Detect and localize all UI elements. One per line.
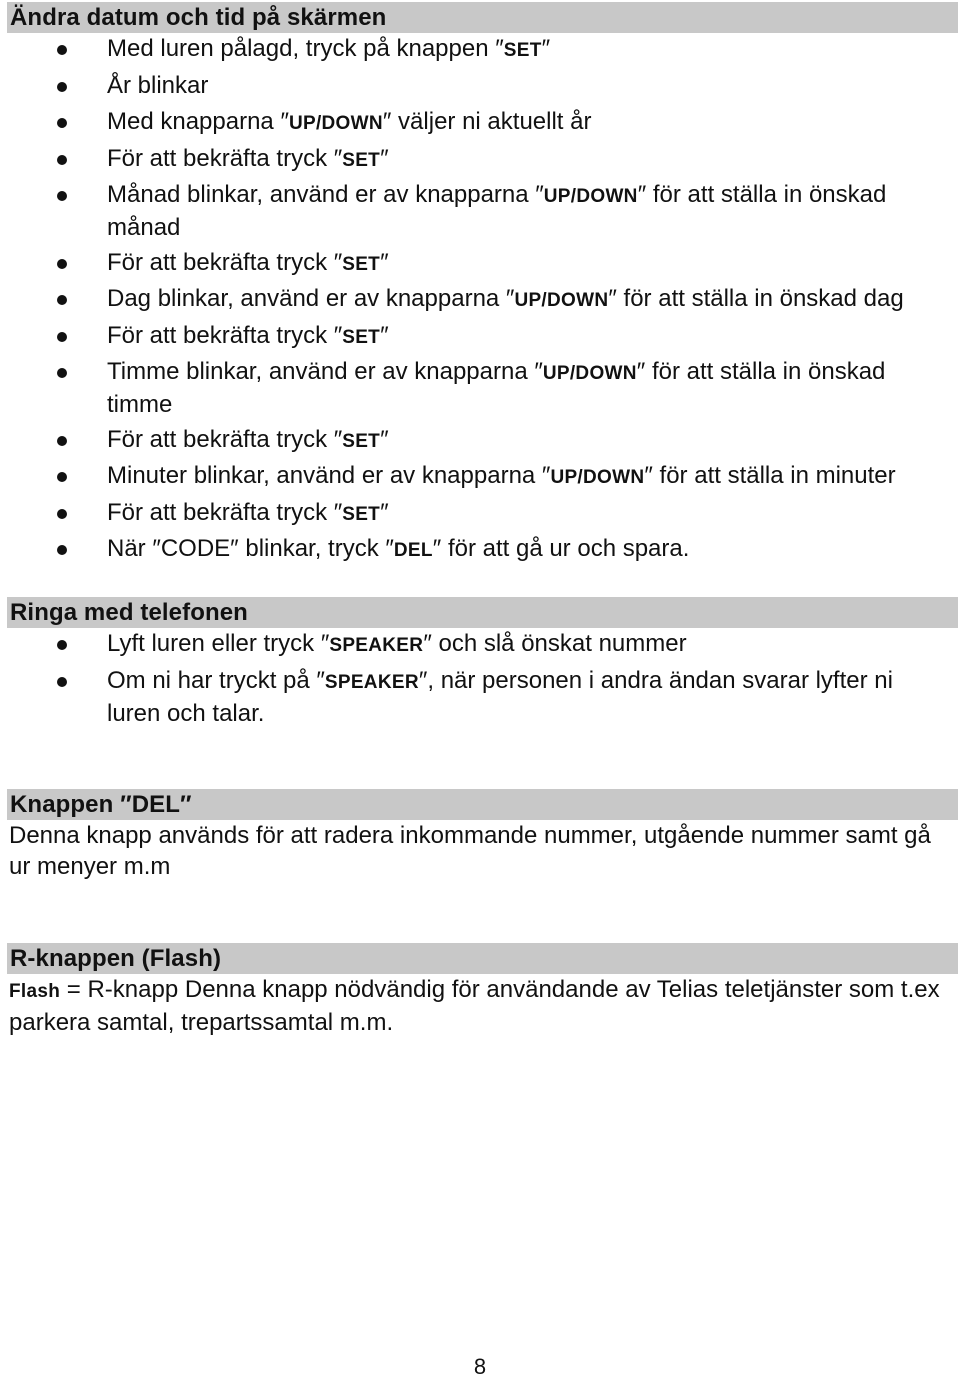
bullet-icon bbox=[57, 259, 67, 269]
list-item: För att bekräfta tryck ″SET″ bbox=[0, 143, 960, 176]
section-text: Denna knapp används för att radera inkommande nummer, utgående nummer samt gå ur menyer m.m bbox=[9, 822, 931, 880]
bullet-icon bbox=[57, 82, 67, 92]
section-ringa bbox=[0, 597, 960, 732]
list-item: Dag blinkar, använd er av knapparna ″UP/DOWN″ för att ställa in önskad dag bbox=[0, 283, 960, 316]
instruction-list bbox=[0, 628, 960, 729]
page-number: 8 bbox=[473, 1354, 487, 1379]
bullet-icon bbox=[57, 472, 67, 482]
list-item: För att bekräfta tryck ″SET″ bbox=[0, 320, 960, 353]
list-item: För att bekräfta tryck ″SET″ bbox=[0, 497, 960, 530]
bullet-icon bbox=[57, 118, 67, 128]
keyword: SET bbox=[342, 149, 381, 171]
keyword: SET bbox=[342, 430, 381, 452]
keyword: DEL bbox=[393, 540, 433, 561]
bullet-icon bbox=[57, 436, 67, 446]
list-item: Timme blinkar, använd er av knapparna ″UP/DOWN″ för att ställa in önskad timme bbox=[0, 356, 960, 420]
section-heading: Knappen ″DEL″ bbox=[7, 789, 958, 820]
section-heading: Ringa med telefonen bbox=[7, 597, 958, 628]
bullet-icon bbox=[57, 509, 67, 519]
bullet-icon bbox=[57, 191, 67, 201]
list-item: Med knapparna ″UP/DOWN″ väljer ni aktuellt år bbox=[0, 106, 960, 139]
bullet-icon bbox=[57, 640, 67, 650]
keyword: UP/DOWN bbox=[550, 467, 645, 488]
bullet-icon bbox=[57, 295, 67, 305]
keyword: SPEAKER bbox=[324, 671, 419, 693]
list-item: Om ni har tryckt på ″SPEAKER″, när personen i andra ändan svarar lyfter ni luren och talar. bbox=[0, 665, 960, 729]
list-item: År blinkar bbox=[0, 70, 960, 103]
keyword: UP/DOWN bbox=[542, 363, 637, 384]
list-item: För att bekräfta tryck ″SET″ bbox=[0, 424, 960, 457]
keyword: SET bbox=[342, 503, 381, 525]
section-heading: R-knappen (Flash) bbox=[7, 943, 958, 974]
instruction-list bbox=[0, 33, 960, 566]
keyword: Flash bbox=[9, 981, 61, 1002]
keyword: UP/DOWN bbox=[514, 290, 609, 311]
keyword: SET bbox=[342, 326, 381, 348]
section-knappen-del bbox=[0, 789, 960, 882]
list-item: Med luren pålagd, tryck på knappen ″SET″ bbox=[0, 33, 960, 66]
section-heading: Ändra datum och tid på skärmen bbox=[7, 2, 958, 33]
list-item: När ″CODE″ blinkar, tryck ″DEL″ för att gå ur och spara. bbox=[0, 533, 960, 566]
section-text: Flash = R-knapp Denna knapp nödvändig för användande av Telias teletjänster som t.ex parkera samtal, trepartssamtal m.m. bbox=[9, 976, 940, 1036]
keyword: SET bbox=[342, 253, 381, 275]
list-item: Månad blinkar, använd er av knapparna ″UP/DOWN″ för att ställa in önskad månad bbox=[0, 179, 960, 243]
bullet-icon bbox=[57, 545, 67, 555]
bullet-icon bbox=[57, 332, 67, 342]
bullet-icon bbox=[57, 45, 67, 55]
list-item: För att bekräfta tryck ″SET″ bbox=[0, 247, 960, 280]
section-datum-tid bbox=[0, 2, 960, 570]
keyword: UP/DOWN bbox=[288, 113, 383, 134]
section-r-knappen bbox=[0, 943, 960, 1038]
keyword: SET bbox=[503, 40, 542, 61]
bullet-icon bbox=[57, 368, 67, 378]
list-item: Lyft luren eller tryck ″SPEAKER″ och slå önskat nummer bbox=[0, 628, 960, 661]
bullet-icon bbox=[57, 155, 67, 165]
keyword: UP/DOWN bbox=[543, 186, 638, 207]
bullet-icon bbox=[57, 677, 67, 687]
keyword: SPEAKER bbox=[329, 635, 424, 656]
list-item: Minuter blinkar, använd er av knapparna ″UP/DOWN″ för att ställa in minuter bbox=[0, 460, 960, 493]
